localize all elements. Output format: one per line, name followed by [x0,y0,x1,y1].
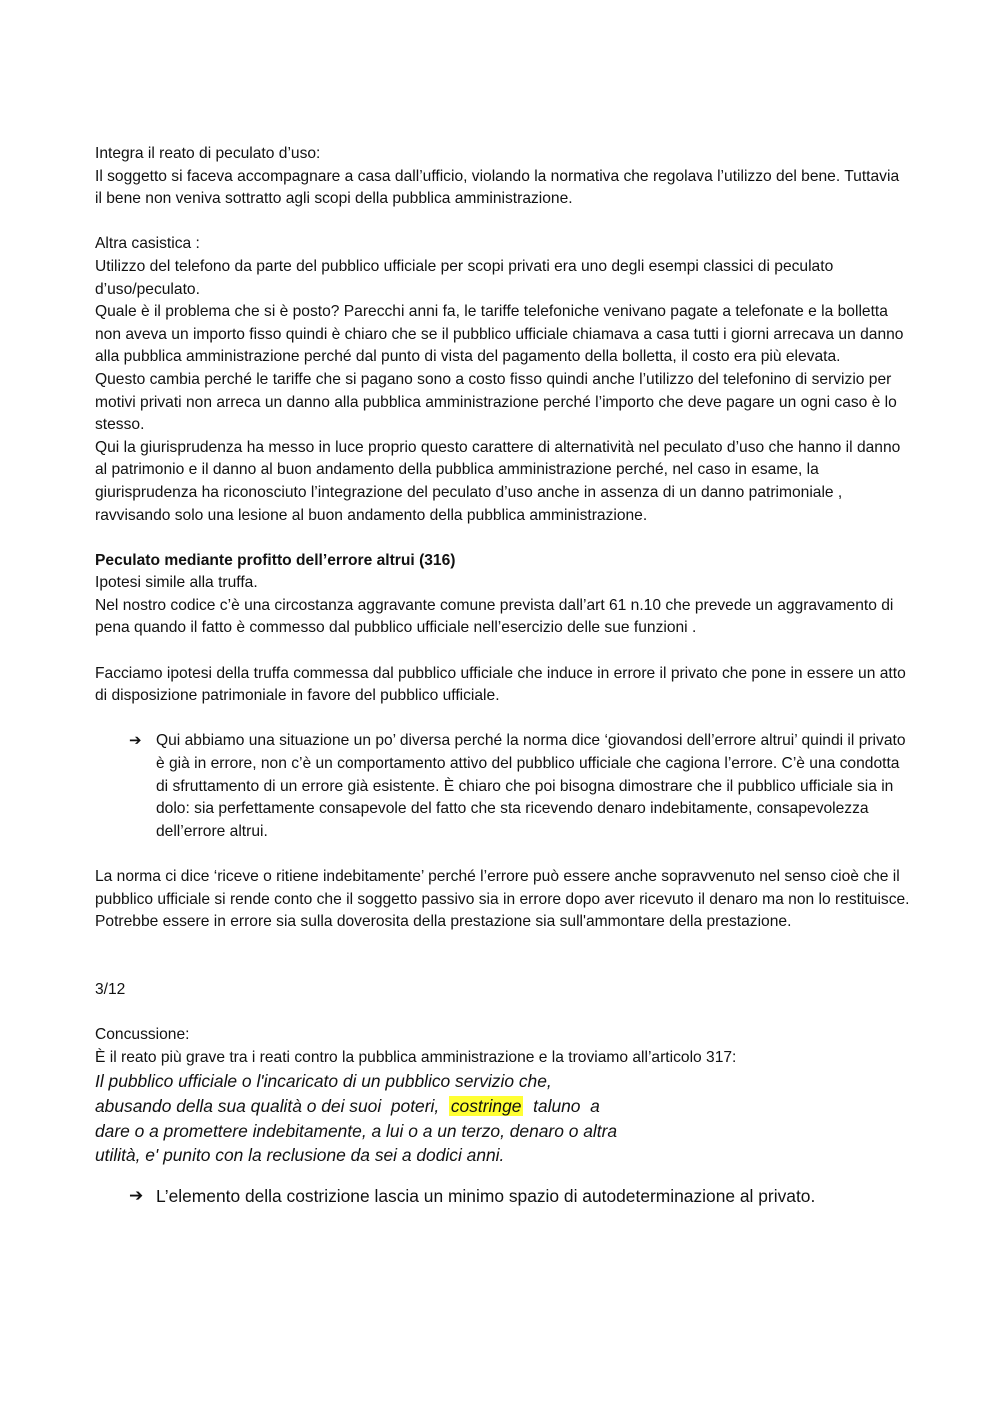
spacer [95,211,910,234]
quote-line-2-end: taluno a [523,1095,600,1116]
spacer [95,843,910,866]
section4-paragraph-1: È il reato più grave tra i reati contro la pubblica amministrazione e la troviamo all’articolo 317: [95,1048,737,1066]
section4-heading: Concussione: [95,1026,190,1044]
spacer [95,934,910,957]
spacer [95,1002,910,1025]
section2-paragraph-4: Qui la giurisprudenza ha messo in luce proprio questo carattere di alternatività nel peculato d’uso che hanno il danno al patrimonio e il danno al buon andamento della pubblica amministrazione perché, nel caso in esame, la giurisprudenza ha riconosciuto l’integrazione del peculato d’uso anche in assenza di un danno patrimoniale , ravvisando solo una lesione al buon andamento della pubblica amministrazione. [95,438,901,524]
section3-paragraph-4: La norma ci dice ‘riceve o ritiene indebitamente’ perché l’errore può essere anche sopravvenuto nel senso cioè che il pubblico ufficiale si rende conto che il soggetto passivo sia in errore dopo aver ricevuto il denaro ma non lo restituisce. [95,868,910,908]
quote-line-2 [95,1094,910,1119]
spacer [95,1168,910,1184]
section4-bullet [95,1184,910,1208]
section3-bullet [95,730,910,843]
right-arrow-icon: ➔ [129,732,142,750]
section2-paragraph-1: Utilizzo del telefono da parte del pubblico ufficiale per scopi privati era uno degli esempi classici di peculato d’uso/peculato. [95,257,834,298]
quote-line-1: Il pubblico ufficiale o l'incaricato di un pubblico servizio che, [95,1071,552,1092]
quote-line-4: utilità, e' punito con la reclusione da sei a dodici anni. [95,1145,505,1166]
section2-heading: Altra casistica : [95,235,200,253]
document-page [95,143,910,1208]
article-quote [95,1069,910,1167]
section3-paragraph-2: Nel nostro codice c’è una circostanza aggravante comune prevista dall’art 61 n.10 che prevede un aggravamento di pena quando il fatto è commesso dal pubblico ufficiale nell’esercizio delle sue funzioni . [95,596,894,637]
spacer [95,640,910,663]
section4-bullet-text: L’elemento della costrizione lascia un minimo spazio di autodeterminazione al privato. [156,1185,816,1206]
spacer [95,708,910,731]
section1-heading: Integra il reato di peculato d’uso: [95,145,321,162]
quote-line-3: dare o a promettere indebitamente, a lui o a un terzo, denaro o altra [95,1120,618,1141]
right-arrow-icon: ➔ [129,1185,144,1205]
spacer [95,956,910,979]
spacer [95,527,910,550]
section3-paragraph-3: Facciamo ipotesi della truffa commessa dal pubblico ufficiale che induce in errore il privato che pone in essere un atto di disposizione patrimoniale in favore del pubblico ufficiale. [95,664,906,705]
section3-paragraph-5: Potrebbe essere in errore sia sulla doverosita della prestazione sia sull'ammontare della prestazione. [95,913,792,931]
section2-paragraph-3: Questo cambia perché le tariffe che si pagano sono a costo fisso quindi anche l’utilizzo del telefonino di servizio per motivi privati non arreca un danno alla pubblica amministrazione perché l’importo che deve pagare un ogni caso è lo stesso. [95,370,897,434]
section3-bullet-text: Qui abbiamo una situazione un po’ diversa perché la norma dice ‘giovandosi dell’errore altrui’ quindi il privato è già in errore, non c’è un comportamento attivo del pubblico ufficiale che cagiona l’errore. C’è una condotta di sfruttamento di un errore già esistente. È chiaro che poi bisogna dimostrare che il pubblico ufficiale sia in dolo: sia perfettamente consapevole del fatto che sta ricevendo denaro indebitamente, consapevolezza dell’errore altrui. [156,732,906,840]
highlighted-word: costringe [450,1095,522,1116]
section1-paragraph: Il soggetto si faceva accompagnare a casa dall’ufficio, violando la normativa che regolava l’utilizzo del bene. Tuttavia il bene non veniva sottratto agli scopi della pubblica amministrazione. [95,167,900,208]
section3-heading: Peculato mediante profitto dell’errore altrui (316) [95,551,456,569]
section2-paragraph-2: Quale è il problema che si è posto? Parecchi anni fa, le tariffe telefoniche venivano pagate a telefonate e la bolletta non aveva un importo fisso quindi è chiaro che se il pubblico ufficiale chiamava a casa tutti i giorni arrecava un danno alla pubblica amministrazione perché dal punto di vista del pagamento della bolletta, il costo era più elevata. [95,303,904,366]
section3-paragraph-1: Ipotesi simile alla truffa. [95,574,258,592]
date-label: 3/12 [95,980,126,998]
quote-line-2-start: abusando della sua qualità o dei suoi poteri, [95,1095,449,1116]
